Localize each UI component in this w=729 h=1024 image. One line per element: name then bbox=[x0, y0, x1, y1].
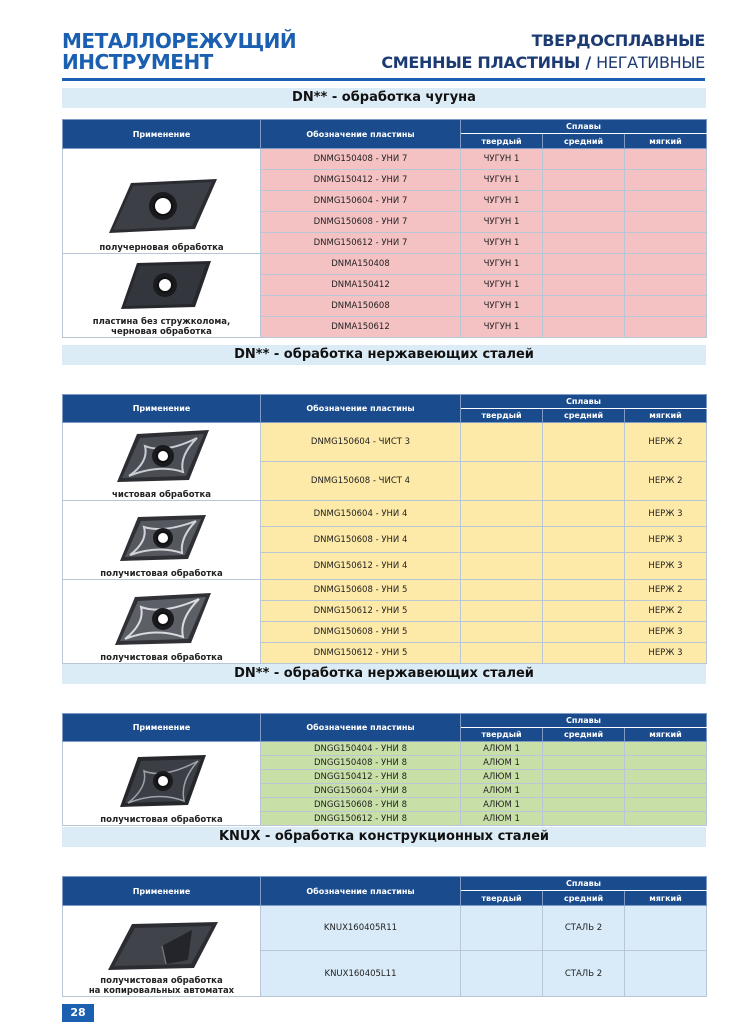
col-hard: твердый bbox=[461, 134, 543, 149]
category-title bbox=[381, 30, 705, 74]
medium-cell bbox=[543, 212, 625, 233]
medium-cell bbox=[543, 812, 625, 826]
hard-cell: АЛЮМ 1 bbox=[461, 784, 543, 798]
application-label: чистовая обработка bbox=[112, 490, 211, 500]
col-alloys: Сплавы bbox=[461, 120, 707, 134]
col-medium: средний bbox=[543, 134, 625, 149]
category-separator: / bbox=[580, 53, 597, 72]
designation-cell: DNMG150608 - УНИ 5 bbox=[261, 622, 461, 643]
soft-cell: НЕРЖ 2 bbox=[625, 580, 707, 601]
hard-cell: АЛЮМ 1 bbox=[461, 756, 543, 770]
hard-cell: АЛЮМ 1 bbox=[461, 770, 543, 784]
soft-cell bbox=[625, 770, 707, 784]
designation-cell: DNMG150604 - ЧИСТ 3 bbox=[261, 423, 461, 462]
col-application: Применение bbox=[63, 714, 261, 742]
brand-line-2: ИНСТРУМЕНТ bbox=[62, 50, 213, 74]
application-cell bbox=[63, 254, 261, 338]
medium-cell bbox=[543, 170, 625, 191]
application-label-1: получистовая обработка bbox=[100, 976, 223, 986]
designation-cell: DNGG150604 - УНИ 8 bbox=[261, 784, 461, 798]
table-structural bbox=[62, 876, 707, 997]
hard-cell: ЧУГУН 1 bbox=[461, 275, 543, 296]
hard-cell: ЧУГУН 1 bbox=[461, 191, 543, 212]
col-designation: Обозначение пластины bbox=[261, 714, 461, 742]
col-alloys: Сплавы bbox=[461, 714, 707, 728]
designation-cell: KNUX160405L11 bbox=[261, 951, 461, 997]
hard-cell bbox=[461, 643, 543, 664]
col-alloys: Сплавы bbox=[461, 877, 707, 891]
section-title-structural: KNUX - обработка конструкционных сталей bbox=[62, 827, 706, 847]
soft-cell bbox=[625, 212, 707, 233]
col-designation: Обозначение пластины bbox=[261, 395, 461, 423]
table-cast-iron bbox=[62, 119, 707, 338]
col-medium: средний bbox=[543, 409, 625, 423]
designation-cell: DNMG150612 - УНИ 5 bbox=[261, 601, 461, 622]
medium-cell bbox=[543, 149, 625, 170]
medium-cell: СТАЛЬ 2 bbox=[543, 906, 625, 951]
table-row bbox=[63, 254, 707, 275]
soft-cell bbox=[625, 317, 707, 338]
hard-cell bbox=[461, 906, 543, 951]
designation-cell: DNMG150612 - УНИ 5 bbox=[261, 643, 461, 664]
hard-cell: АЛЮМ 1 bbox=[461, 812, 543, 826]
hard-cell bbox=[461, 951, 543, 997]
col-application: Применение bbox=[63, 877, 261, 906]
designation-cell: DNGG150408 - УНИ 8 bbox=[261, 756, 461, 770]
category-line-2 bbox=[381, 52, 705, 74]
hard-cell: АЛЮМ 1 bbox=[461, 798, 543, 812]
medium-cell bbox=[543, 296, 625, 317]
application-cell bbox=[63, 423, 261, 501]
soft-cell: НЕРЖ 2 bbox=[625, 601, 707, 622]
hard-cell bbox=[461, 501, 543, 527]
soft-cell bbox=[625, 798, 707, 812]
soft-cell bbox=[625, 756, 707, 770]
insert-knux-icon bbox=[102, 920, 222, 974]
hard-cell bbox=[461, 622, 543, 643]
col-designation: Обозначение пластины bbox=[261, 877, 461, 906]
designation-cell: DNMG150608 - УНИ 5 bbox=[261, 580, 461, 601]
col-soft: мягкий bbox=[625, 891, 707, 906]
designation-cell: DNMG150412 - УНИ 7 bbox=[261, 170, 461, 191]
medium-cell bbox=[543, 191, 625, 212]
soft-cell bbox=[625, 812, 707, 826]
medium-cell bbox=[543, 233, 625, 254]
soft-cell bbox=[625, 784, 707, 798]
table-row bbox=[63, 906, 707, 951]
hard-cell bbox=[461, 462, 543, 501]
col-medium: средний bbox=[543, 891, 625, 906]
insert-finishing-icon bbox=[109, 426, 215, 488]
soft-cell bbox=[625, 275, 707, 296]
table-aluminium bbox=[62, 713, 707, 826]
medium-cell bbox=[543, 784, 625, 798]
col-application: Применение bbox=[63, 395, 261, 423]
application-label-1: пластина без стружколома, bbox=[92, 317, 231, 327]
application-label: получистовая обработка bbox=[100, 815, 223, 825]
soft-cell bbox=[625, 149, 707, 170]
designation-cell: DNMG150604 - УНИ 4 bbox=[261, 501, 461, 527]
designation-cell: DNMG150604 - УНИ 7 bbox=[261, 191, 461, 212]
medium-cell bbox=[543, 275, 625, 296]
col-hard: твердый bbox=[461, 891, 543, 906]
col-designation: Обозначение пластины bbox=[261, 120, 461, 149]
medium-cell bbox=[543, 622, 625, 643]
brand-line-1: МЕТАЛЛОРЕЖУЩИЙ bbox=[62, 29, 297, 53]
category-line-2a: СМЕННЫЕ ПЛАСТИНЫ bbox=[381, 53, 581, 72]
designation-cell: DNGG150404 - УНИ 8 bbox=[261, 742, 461, 756]
soft-cell: НЕРЖ 2 bbox=[625, 423, 707, 462]
hard-cell bbox=[461, 580, 543, 601]
category-line-1: ТВЕРДОСПЛАВНЫЕ bbox=[531, 31, 705, 50]
hard-cell: ЧУГУН 1 bbox=[461, 317, 543, 338]
medium-cell bbox=[543, 501, 625, 527]
designation-cell: DNMG150612 - УНИ 4 bbox=[261, 553, 461, 580]
hard-cell bbox=[461, 601, 543, 622]
table-row bbox=[63, 742, 707, 756]
application-label: получистовая обработка bbox=[100, 653, 223, 663]
hard-cell bbox=[461, 423, 543, 462]
table-stainless bbox=[62, 394, 707, 664]
medium-cell bbox=[543, 462, 625, 501]
medium-cell bbox=[543, 317, 625, 338]
medium-cell bbox=[543, 742, 625, 756]
designation-cell: DNMG150608 - ЧИСТ 4 bbox=[261, 462, 461, 501]
designation-cell: DNMA150612 bbox=[261, 317, 461, 338]
hard-cell: ЧУГУН 1 bbox=[461, 170, 543, 191]
medium-cell: СТАЛЬ 2 bbox=[543, 951, 625, 997]
application-cell bbox=[63, 580, 261, 664]
table-row bbox=[63, 501, 707, 527]
designation-cell: DNGG150612 - УНИ 8 bbox=[261, 812, 461, 826]
soft-cell: НЕРЖ 3 bbox=[625, 643, 707, 664]
application-cell bbox=[63, 742, 261, 826]
designation-cell: DNMA150408 bbox=[261, 254, 461, 275]
col-medium: средний bbox=[543, 728, 625, 742]
designation-cell: DNMG150612 - УНИ 7 bbox=[261, 233, 461, 254]
table-row bbox=[63, 580, 707, 601]
insert-dnmg-icon bbox=[99, 173, 225, 241]
hard-cell: АЛЮМ 1 bbox=[461, 742, 543, 756]
application-label: получистовая обработка bbox=[100, 569, 223, 579]
soft-cell: НЕРЖ 3 bbox=[625, 527, 707, 553]
soft-cell bbox=[625, 296, 707, 317]
section-title-cast-iron: DN** - обработка чугуна bbox=[62, 88, 706, 108]
medium-cell bbox=[543, 580, 625, 601]
col-soft: мягкий bbox=[625, 409, 707, 423]
designation-cell: DNGG150608 - УНИ 8 bbox=[261, 798, 461, 812]
header-divider bbox=[62, 78, 705, 81]
designation-cell: KNUX160405R11 bbox=[261, 906, 461, 951]
application-cell bbox=[63, 501, 261, 580]
soft-cell bbox=[625, 742, 707, 756]
insert-semi-finishing-icon bbox=[112, 511, 212, 567]
medium-cell bbox=[543, 798, 625, 812]
table-row bbox=[63, 149, 707, 170]
medium-cell bbox=[543, 423, 625, 462]
medium-cell bbox=[543, 254, 625, 275]
soft-cell: НЕРЖ 3 bbox=[625, 622, 707, 643]
hard-cell: ЧУГУН 1 bbox=[461, 212, 543, 233]
col-application: Применение bbox=[63, 120, 261, 149]
table-row bbox=[63, 423, 707, 462]
col-hard: твердый bbox=[461, 728, 543, 742]
soft-cell bbox=[625, 170, 707, 191]
soft-cell bbox=[625, 906, 707, 951]
application-label-2: черновая обработка bbox=[111, 327, 212, 337]
designation-cell: DNMA150608 bbox=[261, 296, 461, 317]
soft-cell: НЕРЖ 3 bbox=[625, 501, 707, 527]
soft-cell bbox=[625, 233, 707, 254]
designation-cell: DNGG150412 - УНИ 8 bbox=[261, 770, 461, 784]
hard-cell: ЧУГУН 1 bbox=[461, 233, 543, 254]
hard-cell: ЧУГУН 1 bbox=[461, 254, 543, 275]
designation-cell: DNMG150408 - УНИ 7 bbox=[261, 149, 461, 170]
section-title-stainless-2: DN** - обработка нержавеющих сталей bbox=[62, 664, 706, 684]
designation-cell: DNMG150608 - УНИ 7 bbox=[261, 212, 461, 233]
insert-semi-finishing-2-icon bbox=[107, 589, 217, 651]
category-line-2b: НЕГАТИВНЫЕ bbox=[596, 53, 705, 72]
col-soft: мягкий bbox=[625, 134, 707, 149]
soft-cell: НЕРЖ 2 bbox=[625, 462, 707, 501]
application-cell bbox=[63, 149, 261, 254]
soft-cell bbox=[625, 951, 707, 997]
section-title-stainless: DN** - обработка нержавеющих сталей bbox=[62, 345, 706, 365]
insert-dnma-icon bbox=[107, 257, 217, 315]
designation-cell: DNMA150412 bbox=[261, 275, 461, 296]
col-soft: мягкий bbox=[625, 728, 707, 742]
hard-cell: ЧУГУН 1 bbox=[461, 296, 543, 317]
page-number: 28 bbox=[62, 1004, 94, 1022]
designation-cell: DNMG150608 - УНИ 4 bbox=[261, 527, 461, 553]
medium-cell bbox=[543, 553, 625, 580]
medium-cell bbox=[543, 601, 625, 622]
medium-cell bbox=[543, 770, 625, 784]
medium-cell bbox=[543, 643, 625, 664]
hard-cell bbox=[461, 527, 543, 553]
soft-cell: НЕРЖ 3 bbox=[625, 553, 707, 580]
hard-cell bbox=[461, 553, 543, 580]
col-alloys: Сплавы bbox=[461, 395, 707, 409]
hard-cell: ЧУГУН 1 bbox=[461, 149, 543, 170]
application-cell bbox=[63, 906, 261, 997]
application-label-2: на копировальных автоматах bbox=[88, 986, 235, 996]
medium-cell bbox=[543, 527, 625, 553]
brand-title bbox=[62, 31, 296, 73]
insert-dngg-icon bbox=[112, 751, 212, 813]
col-hard: твердый bbox=[461, 409, 543, 423]
soft-cell bbox=[625, 191, 707, 212]
application-label: получерновая обработка bbox=[99, 243, 224, 253]
medium-cell bbox=[543, 756, 625, 770]
soft-cell bbox=[625, 254, 707, 275]
